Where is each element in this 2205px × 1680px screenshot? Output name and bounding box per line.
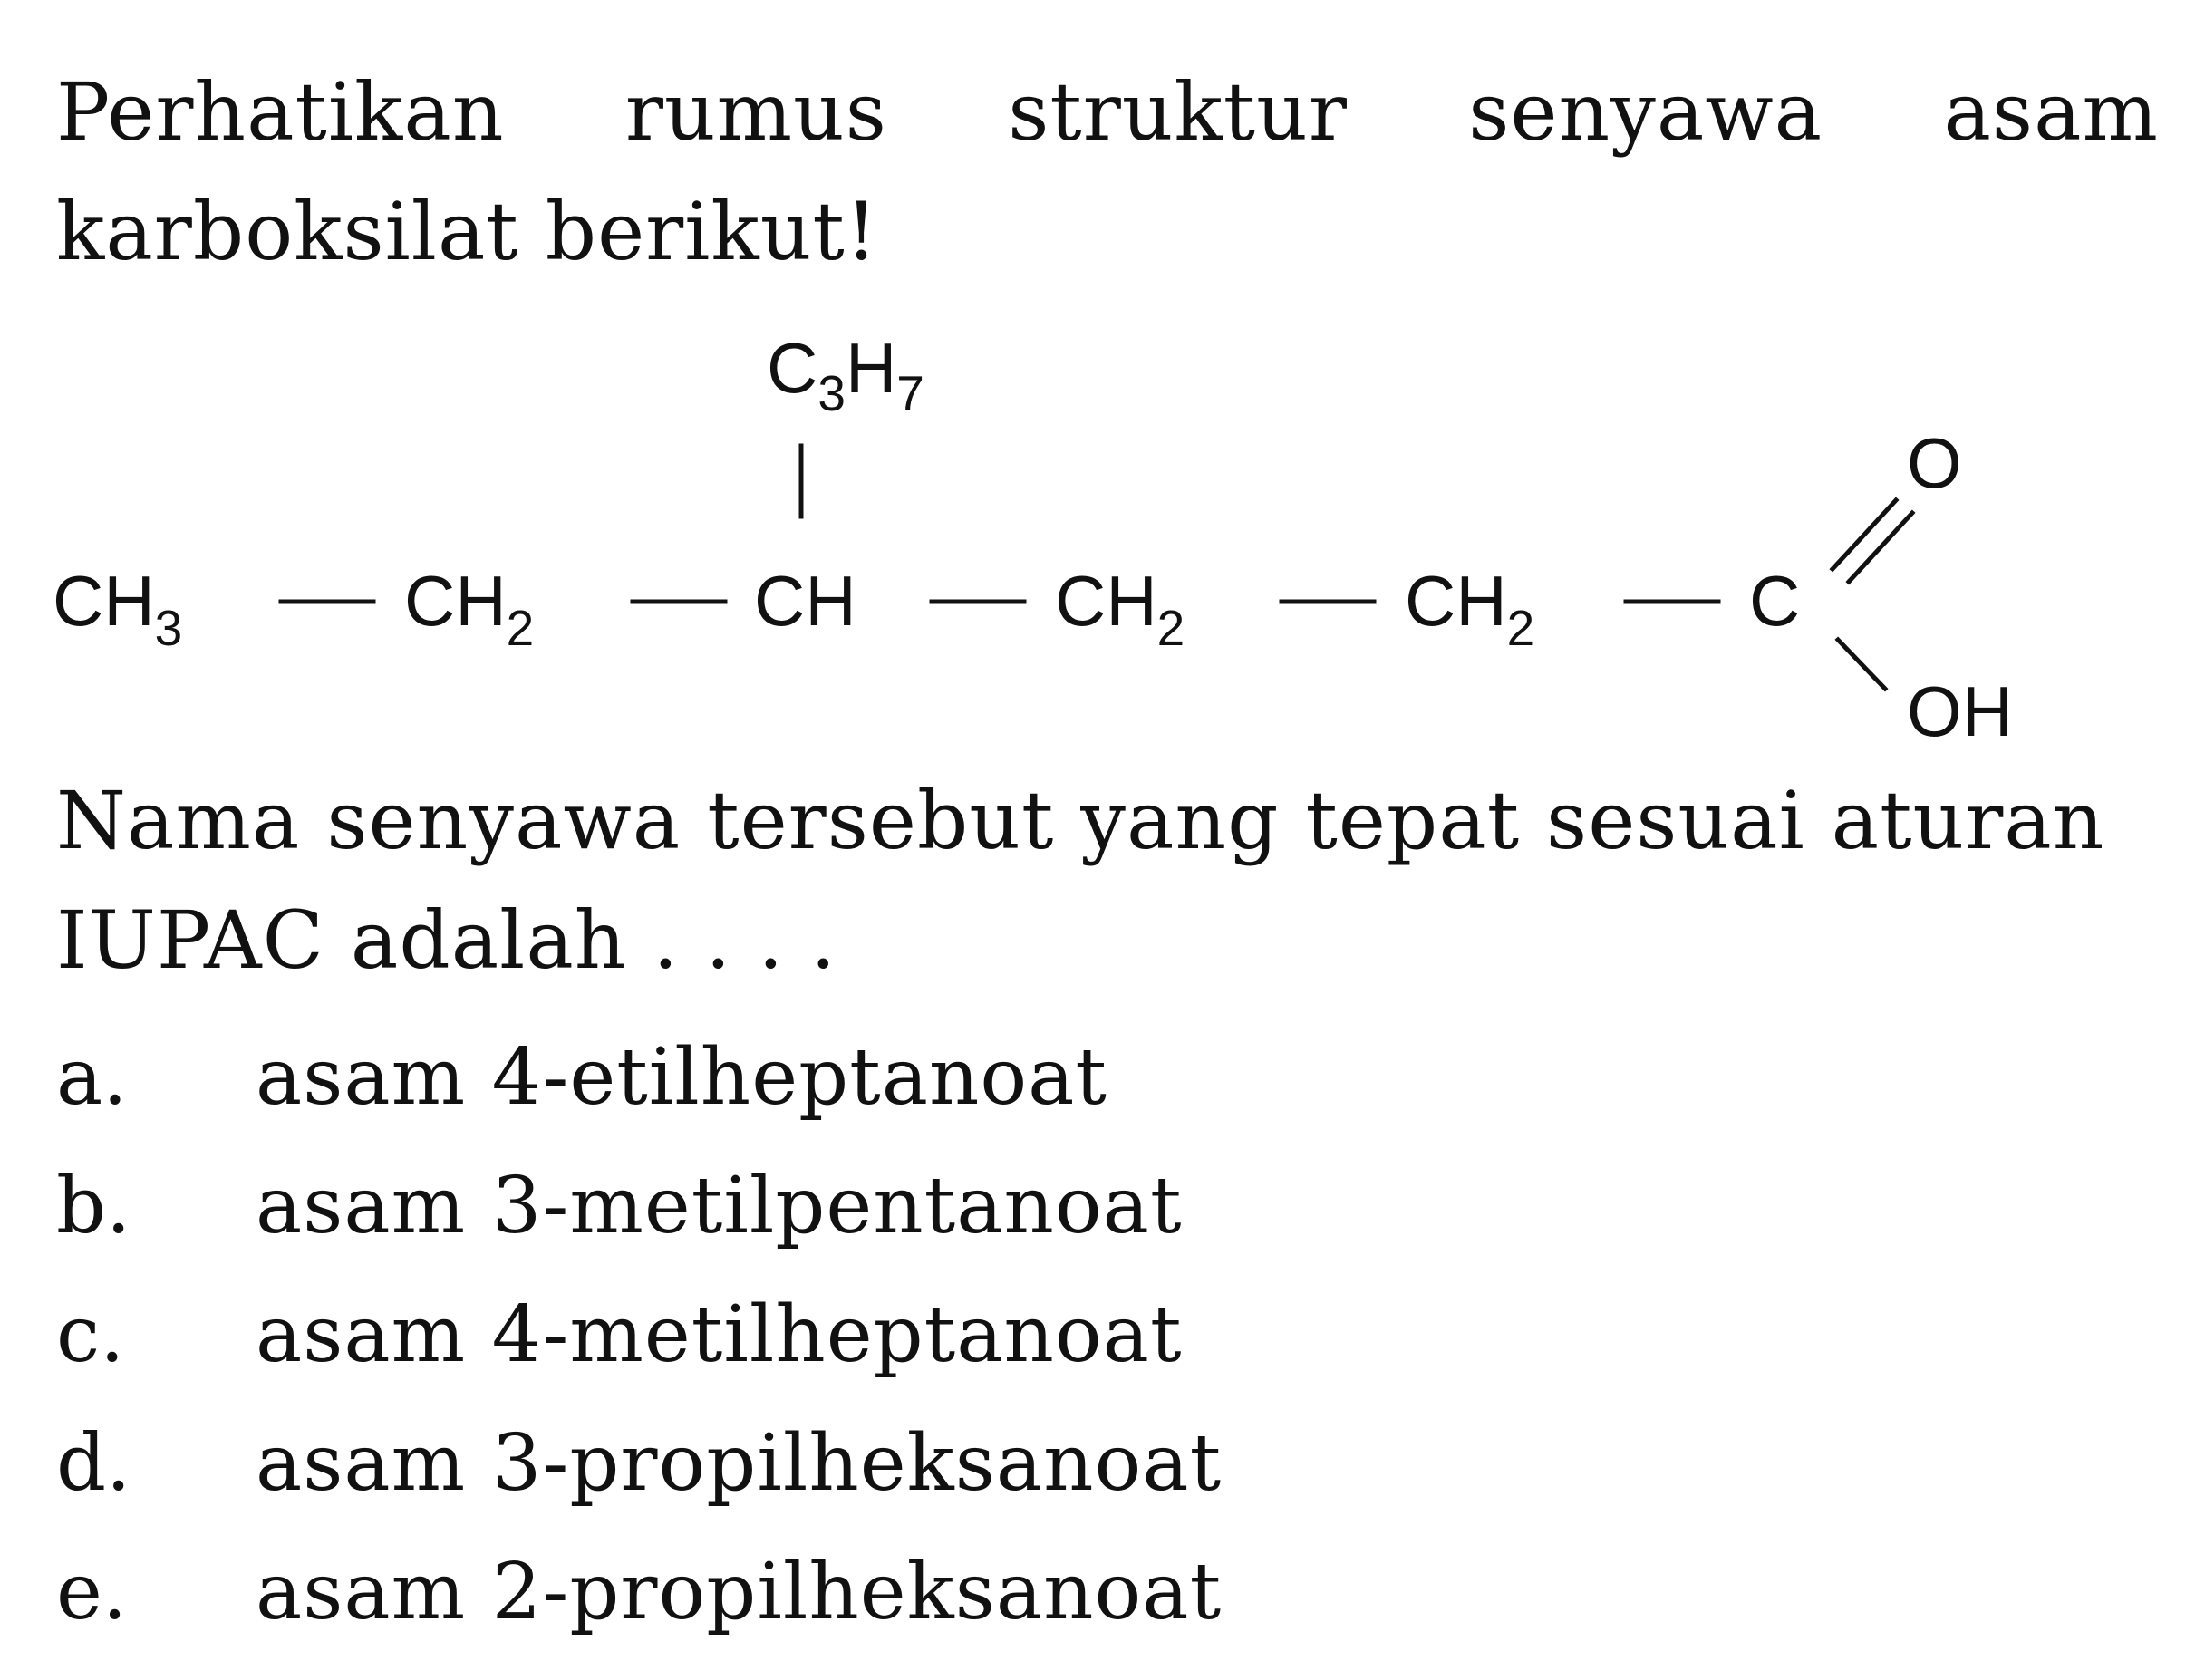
propyl-hydrogen-count: 7	[896, 365, 924, 421]
chain-group-2-base: CH	[404, 561, 507, 641]
answer-option-letter: b.	[56, 1161, 131, 1251]
answer-option-a[interactable]	[56, 1013, 1506, 1142]
answer-option-text: asam 3-metilpentanoat	[256, 1161, 1183, 1251]
chain-group-6-base: C	[1749, 561, 1801, 641]
chain-group-3-base: CH	[754, 561, 856, 641]
carbonyl-double-bond-line-1	[1833, 500, 1896, 569]
answer-option-text: asam 2-propilheksanoat	[256, 1547, 1223, 1637]
answer-option-letter: d.	[56, 1418, 131, 1509]
chain-group-4-subscript: 2	[1156, 600, 1185, 656]
answer-option-d[interactable]	[56, 1399, 1506, 1528]
question-intro	[56, 53, 2159, 292]
answer-option-letter: a.	[56, 1032, 128, 1123]
chain-group-6	[1749, 561, 1800, 641]
propyl-carbon-count: 3	[817, 365, 846, 421]
hydroxyl-bond	[1838, 640, 1885, 689]
propyl-hydrogen-symbol: H	[845, 328, 897, 408]
question-intro-line-1: Perhatikan rumus struktur senyawa asam	[56, 65, 2159, 159]
answer-option-e[interactable]	[56, 1528, 1506, 1656]
chain-group-1-subscript: 3	[154, 600, 183, 656]
hydroxyl-group: OH	[1907, 671, 2013, 751]
propyl-carbon-symbol: C	[767, 328, 818, 408]
chain-group-1-base: CH	[53, 561, 155, 641]
chain-group-1	[53, 561, 182, 656]
chain-group-3	[754, 561, 856, 641]
answer-options	[56, 1013, 1506, 1656]
chain-group-5-base: CH	[1405, 561, 1507, 641]
question-intro-line-2: karboksilat berikut!	[56, 185, 879, 278]
answer-option-b[interactable]	[56, 1142, 1506, 1270]
answer-option-letter: c.	[56, 1289, 125, 1380]
chain-group-4-base: CH	[1055, 561, 1157, 641]
chain-group-2	[404, 561, 534, 656]
carbonyl-double-bond-line-2	[1849, 513, 1912, 582]
question-prompt	[56, 761, 2168, 1000]
propyl-substituent	[767, 328, 924, 421]
answer-option-letter: e.	[56, 1547, 128, 1637]
chain-group-5-subscript: 2	[1506, 600, 1535, 656]
question-prompt-line-2: IUPAC adalah . . . .	[56, 893, 837, 987]
answer-option-text: asam 3-propilheksanoat	[256, 1418, 1223, 1509]
chain-group-2-subscript: 2	[506, 600, 535, 656]
answer-option-c[interactable]	[56, 1270, 1506, 1399]
answer-option-text: asam 4-metilheptanoat	[256, 1289, 1183, 1380]
chain-group-4	[1055, 561, 1185, 656]
carbonyl-oxygen: O	[1907, 423, 1962, 503]
question-prompt-line-1: Nama senyawa tersebut yang tepat sesuai aturan	[56, 774, 2105, 867]
chain-group-5	[1405, 561, 1534, 656]
answer-option-text: asam 4-etilheptanoat	[256, 1032, 1107, 1123]
